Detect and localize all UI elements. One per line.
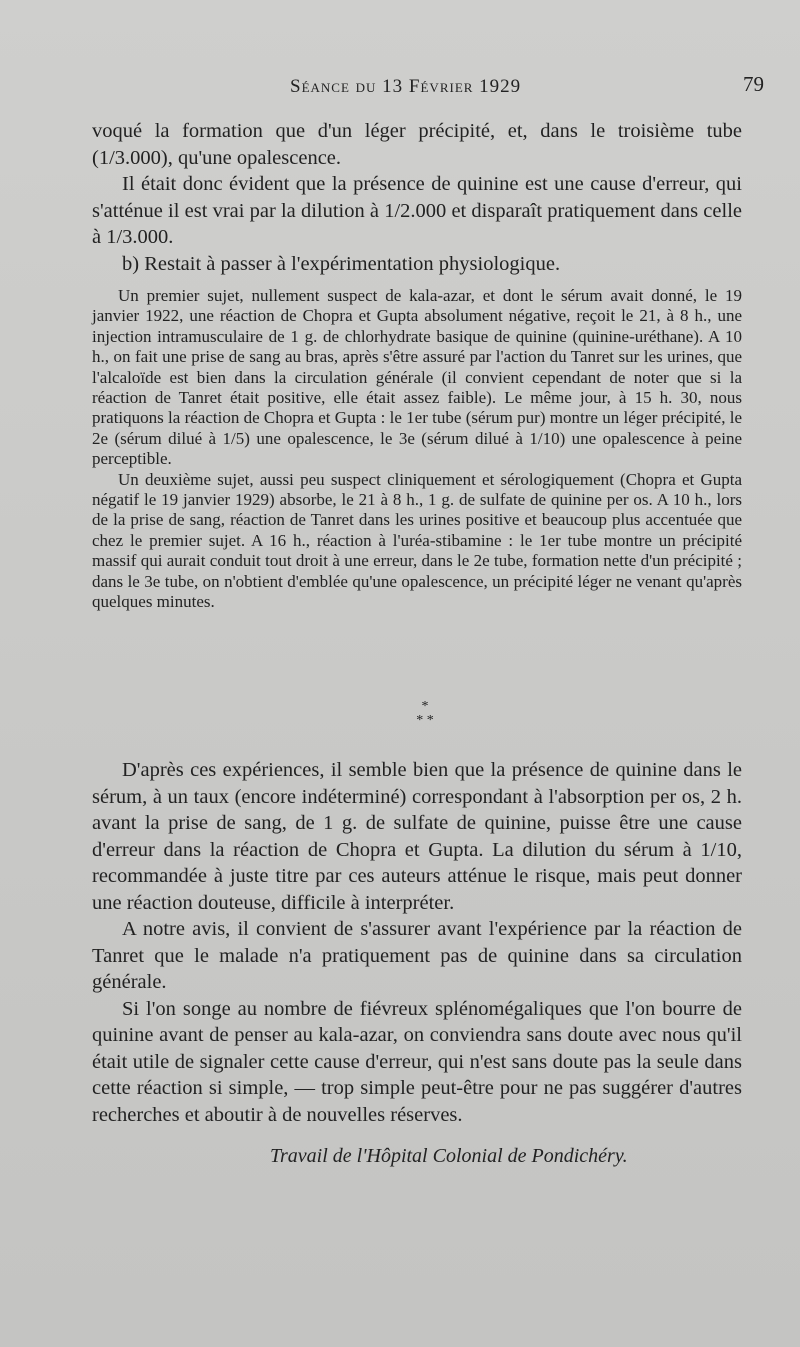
institution-credit: Travail de l'Hôpital Colonial de Pondichéry. [270, 1145, 628, 1167]
paragraph-physiological: b) Restait à passer à l'expérimentation physiologique. [122, 252, 561, 275]
running-head [0, 72, 800, 102]
paragraph-quinine-error: Il était donc évident que la présence de quinine est une cause d'erreur, qui s'atténue il est vrai par la dilution à 1/2.000 et disparaît pratiquement dans celle à 1/3.000. [92, 173, 742, 248]
paragraph-conclusion: D'après ces expériences, il semble bien que la présence de quinine dans le sérum, à un taux (encore indéterminé) correspondant à l'absorption per os, 2 h. avant la prise de sang, de 1 g. de sulfate de quinine, puisse être une cause d'erreur dans la réaction de Chopra et Gupta. La dilution du sérum à 1/10, recommandée à juste titre par ces auteurs atténue le risque, mais peut donner une réaction douteuse, difficile à interpréter. [92, 759, 742, 914]
paragraph-continuation: voqué la formation que d'un léger précipité, et, dans le troisième tube (1/3.000), qu'une opalescence. [92, 120, 742, 169]
small-text-block [92, 286, 742, 613]
running-head-title: Séance du 13 Février 1929 [290, 76, 522, 97]
paragraph-final: Si l'on songe au nombre de fiévreux splénomégaliques que l'on bourre de quinine avant de penser au kala-azar, on conviendra sans doute avec nous qu'il était utile de signaler cette cause d'erreur, qui n'est sans doute pas la seule dans cette réaction si simple, — trop simple peut-être pour ne pas suggérer d'autres recherches et aboutir à de nouvelles réserves. [92, 997, 742, 1126]
section-separator [400, 700, 450, 728]
top-text-block [92, 118, 742, 277]
page-number: 79 [743, 72, 764, 96]
separator-star-top: * [421, 699, 429, 714]
paragraph-first-subject: Un premier sujet, nullement suspect de kala-azar, et dont le sérum avait donné, le 19 janvier 1922, une réaction de Chopra et Gupta absolument négative, reçoit le 21, à 8 h., une injection intramusculaire de 1 g. de chlorhydrate basique de quinine (quinine-uréthane). A 10 h., on fait une prise de sang au bras, après s'être assuré par l'action du Tanret sur les urines, que l'alcaloïde est bien dans la circulation générale (il convient cependant de noter que si la réaction de Tanret était positive, elle était assez faible). Le même jour, à 15 h. 30, nous pratiquons la réaction de Chopra et Gupta : le 1er tube (sérum pur) montre un léger précipité, le 2e (sérum dilué à 1/5) une opalescence, le 3e (sérum dilué à 1/10) une opalescence à peine perceptible. [92, 286, 742, 469]
paragraph-second-subject: Un deuxième sujet, aussi peu suspect cliniquement et sérologiquement (Chopra et Gupta négatif le 19 janvier 1929) absorbe, le 21 à 8 h., 1 g. de sulfate de quinine per os. A 10 h., lors de la prise de sang, réaction de Tanret dans les urines positive et beaucoup plus accentuée que chez le premier sujet. A 16 h., réaction à l'uréa-stibamine : le 1er tube montre un précipité massif qui aurait conduit tout droit à une erreur, dans le 2e tube, formation nette d'un précipité ; dans le 3e tube, on n'obtient d'emblée qu'une opalescence, un précipité léger ne venant qu'après quelques minutes. [92, 469, 742, 612]
separator-stars-bottom: * * [416, 713, 434, 728]
bottom-text-block [92, 757, 742, 1128]
paragraph-recommendation: A notre avis, il convient de s'assurer avant l'expérience par la réaction de Tanret que le malade n'a pratiquement pas de quinine dans sa circulation générale. [92, 918, 742, 993]
